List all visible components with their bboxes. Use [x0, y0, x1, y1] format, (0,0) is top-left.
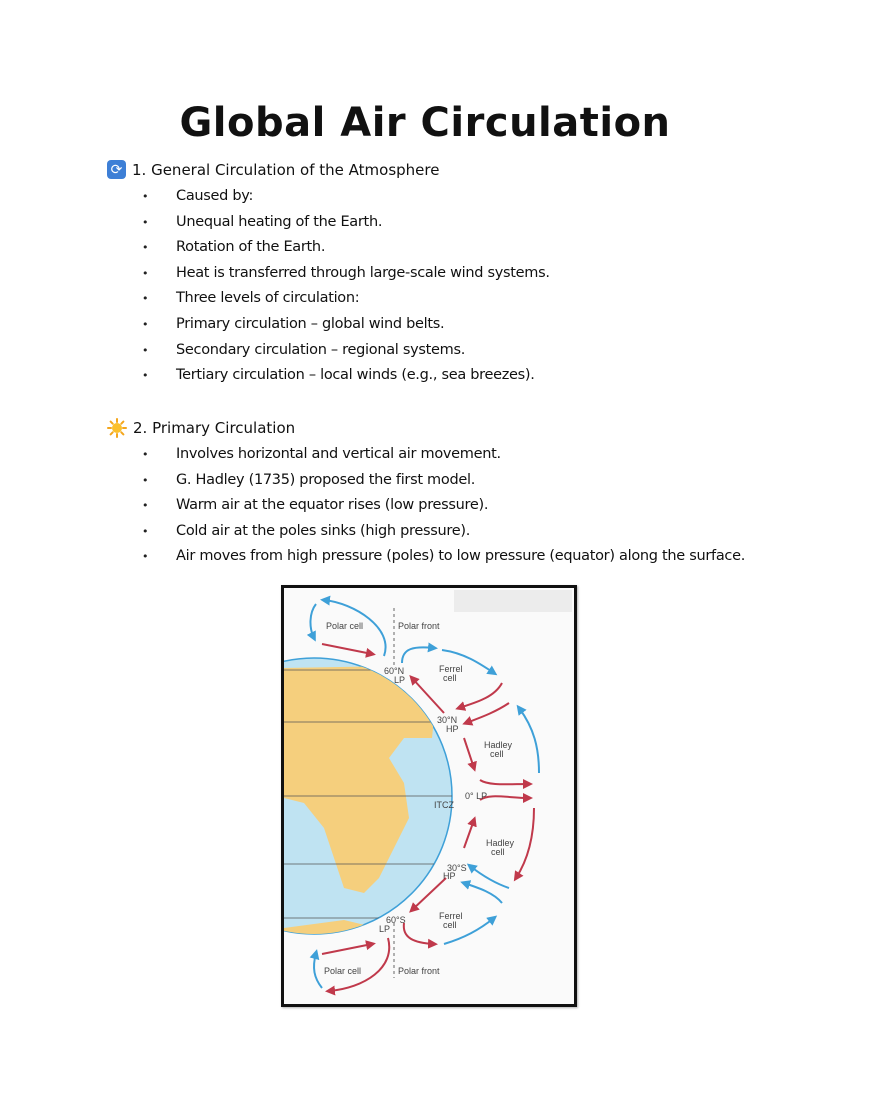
lat-30n-label: 30°N: [437, 715, 458, 725]
list-item: • Rotation of the Earth.: [140, 235, 550, 261]
ferrel-north-label: Ferrel: [439, 664, 463, 674]
list-item: • Involves horizontal and vertical air movement.: [140, 442, 745, 468]
lp-60n-label: LP: [394, 675, 406, 685]
list-item: • Primary circulation – global wind belts.: [140, 312, 550, 338]
list-item: • Warm air at the equator rises (low pressure).: [140, 493, 745, 519]
list-item: • G. Hadley (1735) proposed the first model.: [140, 468, 745, 494]
list-item: • Cold air at the poles sinks (high pressure).: [140, 519, 745, 545]
earth-globe-icon: [284, 658, 484, 938]
page-title: Global Air Circulation: [179, 100, 671, 146]
section-heading-text: 1. General Circulation of the Atmosphere: [132, 160, 440, 179]
section-heading-primary-circulation: [107, 418, 295, 438]
sun-icon: [107, 418, 127, 438]
list-item: • Tertiary circulation – local winds (e.g., sea breezes).: [140, 363, 550, 389]
list-item: • Heat is transferred through large-scale wind systems.: [140, 261, 550, 287]
lat-60s-label: 60°S: [386, 915, 406, 925]
lat-60n-label: 60°N: [384, 666, 405, 676]
polar-cell-north-label: Polar cell: [326, 621, 364, 631]
hadley-south-label: Hadley: [486, 838, 515, 848]
section-heading-text: 2. Primary Circulation: [133, 419, 296, 437]
hadley-south-label-2: cell: [491, 847, 505, 857]
equator-lp-label: 0° LP: [465, 791, 488, 801]
itcz-label: ITCZ: [434, 800, 454, 810]
list-item: • Air moves from high pressure (poles) to low pressure (equator) along the surface.: [140, 544, 745, 570]
list-item: • Unequal heating of the Earth.: [140, 210, 550, 236]
hp-30s-label: HP: [443, 871, 456, 881]
ferrel-south-label-2: cell: [443, 920, 457, 930]
primary-circulation-list: [140, 442, 745, 570]
polar-front-north-label: Polar front: [398, 621, 440, 631]
general-circulation-list: [140, 184, 550, 389]
ferrel-south-label: Ferrel: [439, 911, 463, 921]
lp-60s-label: LP: [379, 924, 391, 934]
polar-cell-south-label: Polar cell: [324, 966, 362, 976]
refresh-icon: ⟳: [107, 160, 126, 179]
list-item: • Secondary circulation – regional systems.: [140, 338, 550, 364]
global-circulation-diagram: [281, 585, 577, 1007]
list-item: • Three levels of circulation:: [140, 286, 550, 312]
list-item: • Caused by:: [140, 184, 550, 210]
lat-30s-label: 30°S: [447, 863, 467, 873]
blank-label-box: [454, 590, 572, 612]
hadley-north-label-2: cell: [490, 749, 504, 759]
hp-30n-label: HP: [446, 724, 459, 734]
polar-front-south-label: Polar front: [398, 966, 440, 976]
ferrel-north-label-2: cell: [443, 673, 457, 683]
hadley-north-label: Hadley: [484, 740, 513, 750]
section-heading-general-circulation: [107, 160, 439, 179]
